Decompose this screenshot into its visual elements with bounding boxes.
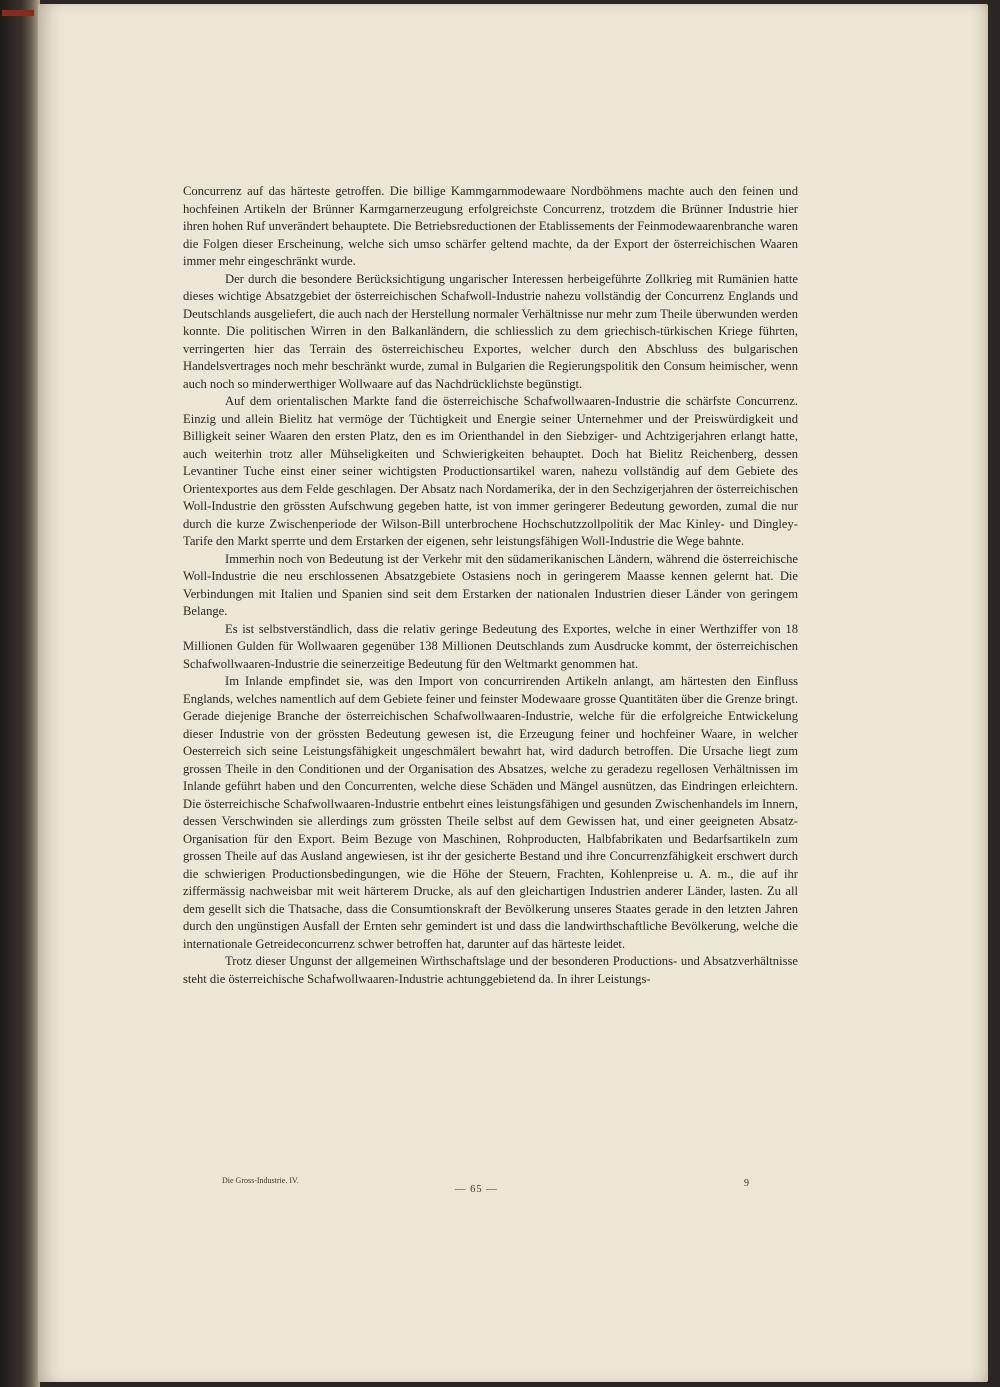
book-spine <box>0 0 40 1387</box>
spine-ribbon <box>2 10 34 16</box>
paragraph: Der durch die besondere Berücksichtigung ungarischer Interessen herbeigeführte Zollkrieg mit Rumänien hatte dieses wichtige Absatzgebiet der österreichischen Schafwoll-Industrie nahezu vollständig der Concurrenz Englands und Deutschlands ausgeliefert, die auch nach der Herstellung normaler Verhältnisse nur mehr zum Theile überwunden werden konnte. Die politischen Wirren in den Balkanländern, die schliesslich zu dem griechisch-türkischen Kriege führten, verringerten hier das Terrain des österreichischeu Exportes, welcher durch den Abschluss des bulgarischen Handelsvertrages noch mehr beschränkt wurde, zumal in Bulgarien die Regierungspolitik den Consum heimischer, wenn auch noch so minderwerthiger Wollwaare auf das Nachdrücklichste begünstigt. <box>183 271 798 391</box>
paragraph: Concurrenz auf das härteste getroffen. Die billige Kammgarnmodewaare Nordböhmens machte auch den feinen und hochfeinen Artikeln der Brünner Karmgarnerzeugung erfolgreichste Concurrenz, trotzdem die Brünner Industrie hier ihren hohen Ruf unverändert behauptete. Die Betriebsreductionen der Etablissements der Feinmodewaarenbranche waren die Folgen dieser Erscheinung, welche sich umso schärfer geltend machte, da der Export der österreichischen Waaren immer mehr eingeschränkt wurde. <box>183 184 798 268</box>
paragraph: Es ist selbstverständlich, dass die relativ geringe Bedeutung des Exportes, welche in einer Werthziffer von 18 Millionen Gulden für Wollwaaren gegenüber 138 Millionen Deutschlands zum Ausdrucke kommt, der österreichischen Schafwollwaaren-Industrie die seinerzeitige Bedeutung für den Weltmarkt genommen hat. <box>183 621 798 671</box>
paragraph: Im Inlande empfindet sie, was den Import von concurrirenden Artikeln anlangt, am härtesten den Einfluss Englands, welches namentlich auf dem Gebiete feiner und feinster Modewaare grosse Quantitäten über die Grenze bringt. Gerade diejenige Branche der österreichischen Schafwollwaaren-Industrie, welche für die erfolgreiche Entwickelung dieser Industrie von der grössten Bedeutung gewesen ist, die Erzeugung feiner und hochfeiner Waare, in welcher Oesterreich sich seine Leistungsfähigkeit ungeschmälert bewahrt hat, wird dadurch betroffen. Die Ursache liegt zum grossen Theile in den Conditionen und der Organisation des Absatzes, welche zu geradezu regellosen Verhältnissen im Inlande geführt haben und den Concurrenten, welche diese Schäden und Mängel ausnützen, das Eindringen erleichtern. Die österreichische Schafwollwaaren-Industrie entbehrt eines leistungsfähigen und gesunden Zwischenhandels im Innern, dessen Verschwinden sie allerdings zum grössten Theile selbst auf dem Gewissen hat, und einer geeigneten Absatz-Organisation für den Export. Beim Bezuge von Maschinen, Rohproducten, Halbfabrikaten und Bedarfsartikeln zum grossen Theile auf das Ausland angewiesen, ist ihr der gesicherte Bestand und ihre Concurrenzfähigkeit erschwert durch die schwierigen Productionsbedingungen, wie die Höhe der Steuern, Frachten, Kohlenpreise u. A. m., die auf ihr ziffermässig nachweisbar mit weit härterem Drucke, als auf den gleichartigen Industrien anderer Länder, lasten. Zu all dem gesellt sich die Thatsache, dass die Consumtionskraft der Bevölkerung unseres Staates gerade in den letzten Jahren durch den ungünstigen Ausfall der Ernten sehr gemindert ist und dass die landwirthschaftliche Bevölkerung, welche die internationale Getreideconcurrenz schwer betroffen hat, darunter auf das härteste leidet. <box>183 674 798 951</box>
gathering-number: 9 <box>744 1178 749 1189</box>
paragraph: Auf dem orientalischen Markte fand die österreichische Schafwollwaaren-Industrie die schärfste Concurrenz. Einzig und allein Bielitz hat vermöge der Tüchtigkeit und Energie seiner Unternehmer und der Preiswürdigkeit und Billigkeit seiner Waaren den ersten Platz, den es im Orienthandel in den Siebziger- und Achtzigerjahren erlangt hatte, auch weiterhin trotz aller Mühseligkeiten und Schwierigkeiten behauptet. Doch hat Bielitz Reichenberg, dessen Levantiner Tuche einst einer seiner wichtigsten Productionsartikel waren, nahezu vollständig auf dem Gebiete des Orientexportes aus dem Felde geschlagen. Der Absatz nach Nordamerika, der in den Sechzigerjahren der österreichischen Woll-Industrie den grössten Aufschwung gegeben hatte, ist von immer geringerer Bedeutung geworden, zumal die nur durch die kurze Zwischenperiode der Wilson-Bill unterbrochene Hochschutzzollpolitik der Mac Kinley- und Dingley-Tarife den Markt sperrte und dem Erstarken der eigenen, sehr leistungsfähigen Woll-Industrie die Wege bahnte. <box>183 394 798 548</box>
paragraph: Immerhin noch von Bedeutung ist der Verkehr mit den südamerikanischen Ländern, während die österreichische Woll-Industrie die neu erschlossenen Absatzgebiete Ostasiens noch in geringerem Maasse kennen gelernt hat. Die Verbindungen mit Italien und Spanien sind seit dem Erstarken der nationalen Industrien dieser Länder von geringem Belange. <box>183 551 798 618</box>
signature-mark: Die Gross-Industrie. IV. <box>222 1176 299 1185</box>
body-text <box>183 183 798 988</box>
page-number: — 65 — <box>455 1184 498 1195</box>
paragraph: Trotz dieser Ungunst der allgemeinen Wirthschaftslage und der besonderen Productions- und Absatzverhältnisse steht die österreichische Schafwollwaaren-Industrie achtunggebietend da. In ihrer Leistungs- <box>183 954 798 986</box>
